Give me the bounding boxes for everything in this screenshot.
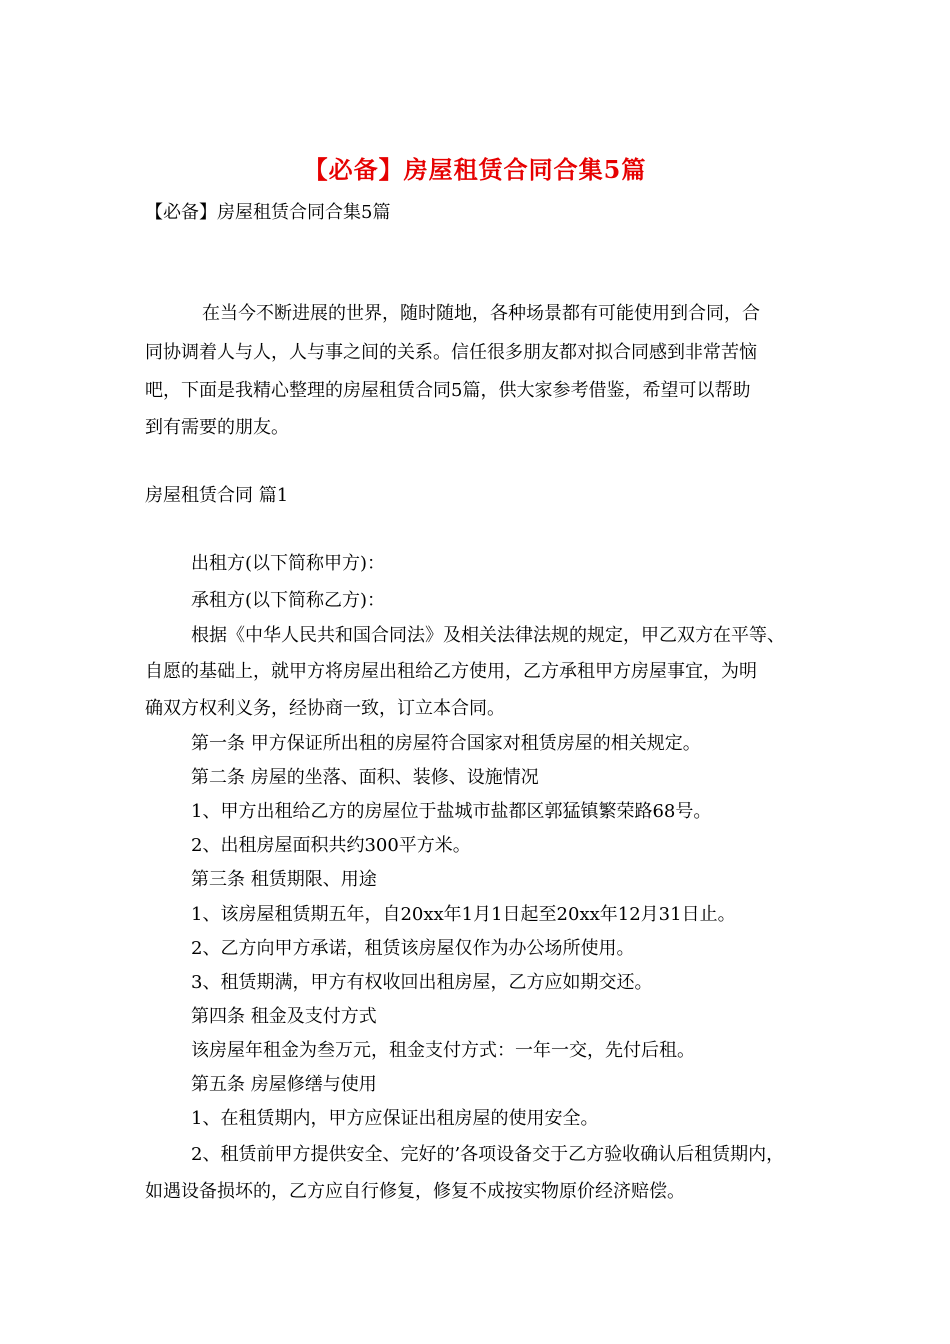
document-title: 【必备】房屋租赁合同合集5篇 (303, 155, 647, 184)
document-subtitle: 【必备】房屋租赁合同合集5篇 (145, 202, 391, 223)
intro-line: 在当今不断进展的世界，随时随地，各种场景都有可能使用到合同，合 (202, 303, 760, 324)
body-line: 2、乙方向甲方承诺，租赁该房屋仅作为办公场所使用。 (191, 938, 635, 959)
body-line: 出租方(以下简称甲方)： (191, 553, 386, 574)
body-line: 第一条 甲方保证所出租的房屋符合国家对租赁房屋的相关规定。 (191, 733, 701, 754)
body-line: 根据《中华人民共和国合同法》及相关法律法规的规定，甲乙双方在平等、 (191, 625, 785, 646)
body-line: 1、甲方出租给乙方的房屋位于盐城市盐都区郭猛镇繁荣路68号。 (191, 801, 712, 822)
body-line: 2、租赁前甲方提供安全、完好的’各项设备交于乙方验收确认后租赁期内， (191, 1144, 785, 1165)
body-line: 1、在租赁期内，甲方应保证出租房屋的使用安全。 (191, 1108, 599, 1129)
body-line: 确双方权利义务，经协商一致，订立本合同。 (145, 698, 505, 719)
body-line: 2、出租房屋面积共约300平方米。 (191, 835, 471, 856)
body-line: 自愿的基础上，就甲方将房屋出租给乙方使用，乙方承租甲方房屋事宜，为明 (145, 661, 757, 682)
body-line: 如遇设备损坏的，乙方应自行修复，修复不成按实物原价经济赔偿。 (145, 1181, 685, 1202)
body-line: 第五条 房屋修缮与使用 (191, 1074, 377, 1095)
body-line: 1、该房屋租赁期五年，自20xx年1月1日起至20xx年12月31日止。 (191, 904, 736, 925)
body-line: 第二条 房屋的坐落、面积、装修、设施情况 (191, 767, 539, 788)
intro-line: 同协调着人与人，人与事之间的关系。信任很多朋友都对拟合同感到非常苦恼 (145, 342, 757, 363)
body-line: 第三条 租赁期限、用途 (191, 869, 377, 890)
section-heading: 房屋租赁合同 篇1 (145, 485, 289, 506)
body-line: 承租方(以下简称乙方)： (191, 590, 386, 611)
intro-line: 吧，下面是我精心整理的房屋租赁合同5篇，供大家参考借鉴，希望可以帮助 (145, 380, 751, 401)
intro-line: 到有需要的朋友。 (145, 417, 289, 438)
body-line: 3、租赁期满，甲方有权收回出租房屋，乙方应如期交还。 (191, 972, 653, 993)
body-line: 该房屋年租金为叁万元，租金支付方式：一年一交，先付后租。 (191, 1040, 695, 1061)
body-line: 第四条 租金及支付方式 (191, 1006, 377, 1027)
